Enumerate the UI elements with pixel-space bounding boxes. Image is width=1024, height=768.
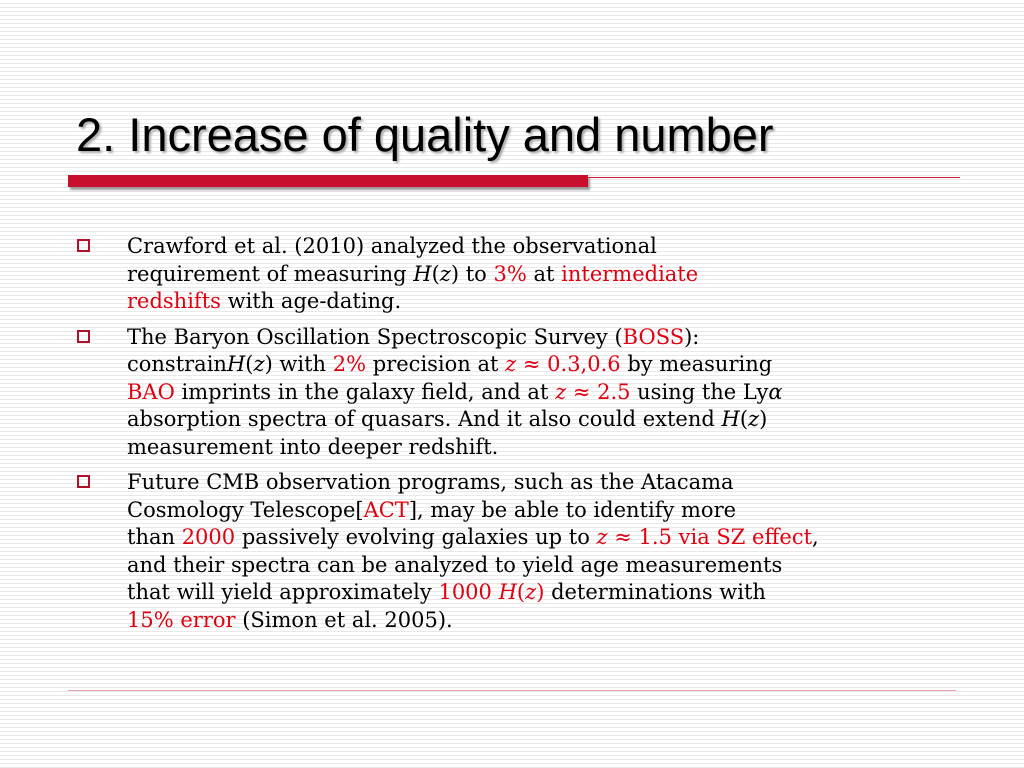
text-run: at	[526, 261, 562, 286]
text-run: z	[439, 261, 451, 286]
text-run: ) to	[450, 261, 494, 286]
slide-title: 2. Increase of quality and number	[76, 108, 774, 161]
text-run: with age-dating.	[220, 289, 402, 313]
text-run: Future CMB observation programs, such as the Atacama	[127, 470, 734, 494]
text-run: determinations with	[544, 580, 766, 604]
text-run: requirement of measuring	[127, 261, 414, 286]
text-run: H	[721, 407, 740, 431]
footer-divider	[68, 690, 956, 691]
text-run: absorption spectra of quasars. And it also could extend	[127, 407, 722, 431]
text-run: BAO	[127, 379, 175, 404]
text-run: ) with	[264, 352, 333, 376]
text-run: imprints in the galaxy field, and at	[174, 379, 556, 404]
text-run: than	[127, 525, 182, 549]
text-run: z	[596, 525, 608, 549]
text-run: α	[768, 379, 783, 404]
text-run: passively evolving galaxies up to	[235, 525, 597, 549]
bullet-item-boss	[76, 324, 956, 462]
text-run: and their spectra can be analyzed to yield age measurements	[127, 552, 783, 577]
hollow-square-icon	[77, 330, 90, 343]
text-run: (Simon et al. 2005).	[235, 607, 453, 632]
text-run: z	[505, 352, 517, 376]
text-run: redshifts	[127, 289, 221, 313]
text-run: ≈ 1.5 via SZ effect	[607, 525, 813, 549]
text-run: ACT	[363, 497, 409, 522]
bullet-item-cmb	[76, 469, 956, 634]
text-run: 2%	[332, 352, 367, 376]
bullet-text	[127, 234, 698, 313]
text-run: H	[226, 352, 246, 376]
text-run: intermediate	[561, 261, 699, 286]
text-run: z	[748, 407, 760, 431]
text-run: z	[555, 379, 567, 404]
text-run: (	[739, 407, 749, 431]
text-run: ):	[684, 324, 700, 349]
text-run: (	[516, 580, 526, 604]
text-run: 15% error	[127, 607, 236, 632]
text-run: constrain	[127, 352, 227, 376]
text-run: ,	[812, 525, 819, 549]
text-run: (	[431, 261, 440, 286]
text-run: 2000	[181, 525, 236, 549]
text-run: )	[536, 580, 545, 604]
text-run: using the Ly	[630, 379, 769, 404]
bullet-item-crawford	[76, 233, 956, 316]
title-underline-line	[588, 177, 960, 178]
text-run: by measuring	[620, 352, 773, 376]
text-run: z	[253, 352, 265, 376]
text-run: BOSS	[622, 324, 685, 349]
hollow-square-icon	[77, 475, 90, 488]
text-run: H	[413, 261, 432, 286]
text-run: )	[759, 407, 768, 431]
bullet-text	[127, 325, 783, 459]
text-run: Crawford et al. (2010) analyzed the observational	[127, 234, 657, 258]
text-run: that will yield approximately	[127, 580, 439, 604]
text-run: measurement into deeper redshift.	[127, 434, 499, 459]
text-run: The Baryon Oscillation Spectroscopic Survey (	[127, 324, 623, 349]
text-run: H	[498, 580, 517, 604]
text-run: z	[525, 580, 537, 604]
hollow-square-icon	[77, 239, 90, 252]
bullet-text	[127, 470, 819, 632]
text-run: ≈ 0.3,0.6	[516, 352, 621, 376]
text-run: ], may be able to identify more	[408, 497, 737, 522]
text-run: Cosmology Telescope[	[127, 497, 364, 522]
title-underline-bar	[68, 175, 588, 187]
text-run: (	[245, 352, 254, 376]
text-run: 1000	[438, 580, 499, 604]
text-run: ≈ 2.5	[566, 379, 631, 404]
text-run: precision at	[366, 352, 506, 376]
text-run: 3%	[493, 261, 527, 286]
bullet-list	[76, 233, 956, 642]
